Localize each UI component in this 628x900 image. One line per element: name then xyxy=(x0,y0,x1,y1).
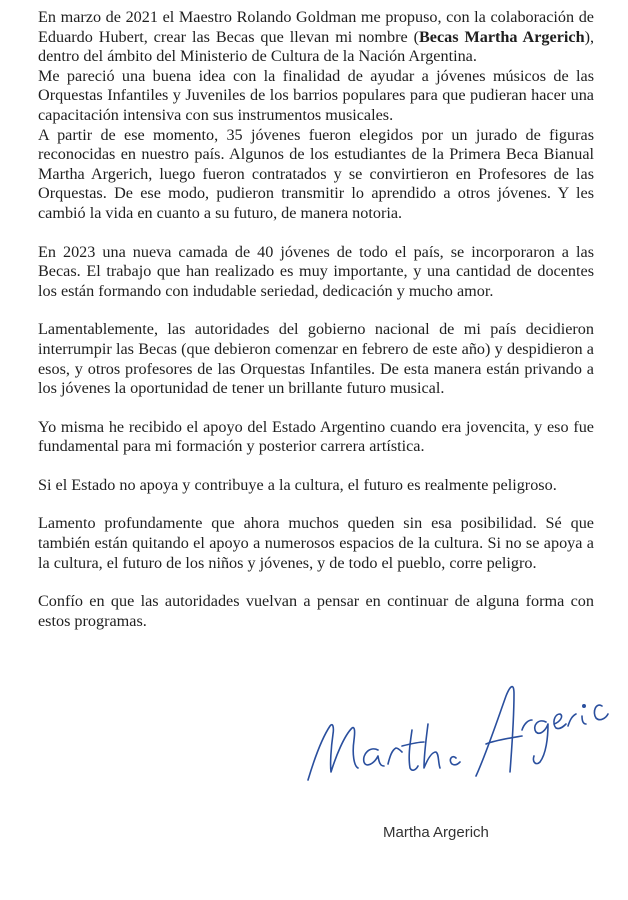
signature-stroke xyxy=(582,716,586,724)
paragraph-origin-text-a: En marzo de 2021 el Maestro Rolando Goldman me propuso, con la colaboración de Eduardo Hubert, crear las Becas que llevan mi nombre ( xyxy=(38,8,594,46)
paragraph-state: Si el Estado no apoya y contribuye a la cultura, el futuro es realmente peligroso. xyxy=(38,475,557,494)
signature-stroke xyxy=(364,749,384,766)
paragraph-personal: Yo misma he recibido el apoyo del Estado Argentino cuando era jovencita, y eso fue fundamental para mi formación y posterior carrera artística. xyxy=(38,417,594,456)
signature-stroke xyxy=(308,725,358,780)
signature-stroke xyxy=(533,721,548,764)
signature-stroke xyxy=(476,687,514,776)
signature-stroke xyxy=(568,714,576,726)
paragraph-2023: En 2023 una nueva camada de 40 jóvenes de todo el país, se incorporaron a las Becas. El trabajo que han realizado es muy importante, y una cantidad de docentes los están formando con indudable seriedad, dedicación y mucho amor. xyxy=(38,242,594,300)
paragraph-hope: Confío en que las autoridades vuelvan a pensar en continuar de alguna forma con estos programas. xyxy=(38,592,594,630)
signature-stroke xyxy=(594,705,608,720)
paragraph-regret: Lamento profundamente que ahora muchos queden sin esa posibilidad. Sé que también están quitando el apoyo a numerosos espacios de la cultura. Si no se apoya a la cultura, el futuro de los niños y jóvenes, y de todo el pueblo, corre peligro. xyxy=(38,514,594,572)
signature-stroke xyxy=(409,730,418,770)
paragraph-selection: A partir de ese momento, 35 jóvenes fueron elegidos por un jurado de figuras reconocidas en nuestro país. Algunos de los estudiantes de la Primera Beca Bianual Martha Argerich, luego fueron contratados y se convirtieron en Profesores de las Orquestas. De ese modo, pudieron transmitir lo aprendido a otros jóvenes. Y les cambió la vida en cuanto a su futuro, de manera notoria. xyxy=(38,125,594,222)
signature-stroke xyxy=(402,742,424,746)
signature-dot xyxy=(583,705,585,707)
paragraph-origin-text-b: ), dentro del ámbito del Ministerio de Cultura de la Nación Argentina. xyxy=(38,27,595,66)
signature-stroke xyxy=(554,714,566,729)
becas-name-bold: Becas Martha Argerich xyxy=(418,27,585,46)
paragraph-idea: Me pareció una buena idea con la finalidad de ayudar a jóvenes músicos de las Orquestas Infantiles y Juveniles de los barrios populares para que pudieran hacer una capacitación intensiva con sus instrumentos musicales. xyxy=(38,66,594,124)
signature-stroke xyxy=(450,757,460,765)
signature-stroke xyxy=(424,724,440,768)
handwritten-signature xyxy=(300,672,628,802)
paragraph-origin xyxy=(38,8,594,67)
signature-stroke xyxy=(388,748,402,764)
letter-body xyxy=(38,8,594,631)
signer-name: Martha Argerich xyxy=(383,824,489,841)
signature-stroke xyxy=(522,720,532,730)
paragraph-interruption: Lamentablemente, las autoridades del gobierno nacional de mi país decidieron interrumpir las Becas (que debieron comenzar en febrero de este año) y despidieron a esos, y otros profesores de las Orquestas Infantiles. De esta manera están privando a los jóvenes la oportunidad de tener un brillante futuro musical. xyxy=(38,320,594,398)
